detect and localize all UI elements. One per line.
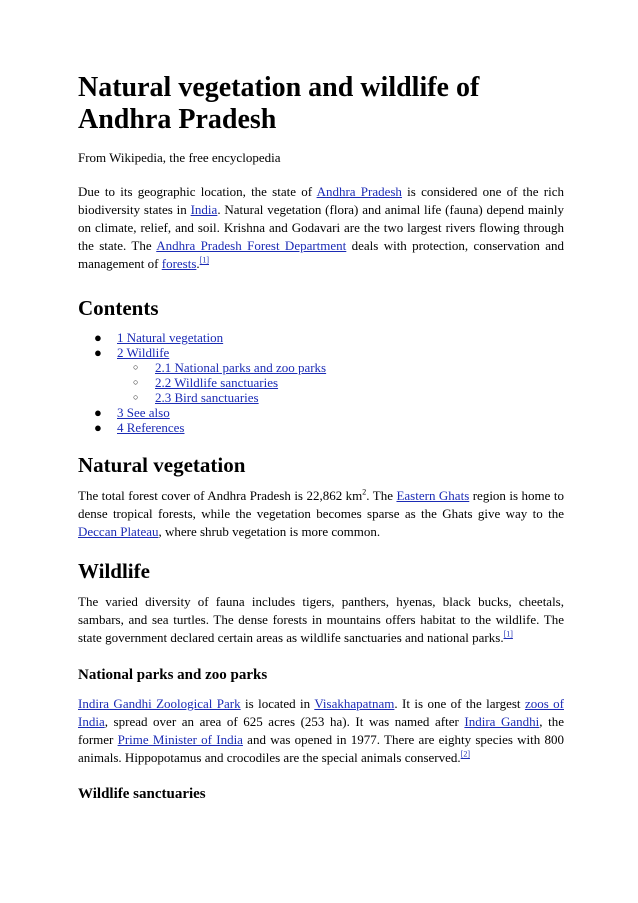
paragraph-text: and was opened in 1977. There are eighty species with 800 animals. Hippopotamus and crocodiles are the special animals conserved. (78, 732, 564, 765)
link-visakhapatnam[interactable]: Visakhapatnam (314, 696, 395, 711)
toc-link-bird-sanctuaries[interactable]: 2.3 Bird sanctuaries (155, 390, 259, 405)
link-indira-gandhi-zoological-park[interactable]: Indira Gandhi Zoological Park (78, 696, 241, 711)
toc-link-wildlife-sanctuaries[interactable]: 2.2 Wildlife sanctuaries (155, 375, 279, 390)
toc-item (78, 390, 564, 405)
link-prime-minister-of-india[interactable]: Prime Minister of India (117, 732, 243, 747)
paragraph-text: The total forest cover of Andhra Pradesh is 22,862 km (78, 488, 363, 503)
reference-link[interactable]: [2] (460, 749, 470, 759)
natural-vegetation-paragraph (78, 487, 564, 541)
bullet-icon: ● (94, 405, 102, 420)
section-heading-national-parks: National parks and zoo parks (78, 667, 268, 683)
paragraph-text: is located in (240, 696, 315, 711)
toc-item (78, 360, 564, 375)
intro-text: deals with protection, conservation and management of (78, 238, 564, 271)
paragraph-text: . It is one of the largest (394, 696, 525, 711)
circle-bullet-icon: ○ (133, 392, 139, 402)
toc-item (78, 330, 564, 345)
link-forest-department[interactable]: Andhra Pradesh Forest Department (156, 238, 347, 253)
paragraph-text: , spread over an area of 625 acres (253 ha). It was named after (104, 714, 465, 729)
paragraph-text: region is home to dense tropical forests, while the vegetation becomes sparse as the Ghats give way to the (78, 488, 564, 521)
reference-link[interactable]: [1] (199, 255, 209, 265)
intro-text: . Natural vegetation (flora) and animal life (fauna) depend mainly on climate, relief, and soil. Krishna and Godavari are the two largest rivers flowing through the state. The (78, 202, 564, 253)
toc-link-natural-vegetation[interactable]: 1 Natural vegetation (117, 330, 224, 345)
toc-item (78, 345, 564, 360)
bullet-icon: ● (94, 420, 102, 435)
toc-link-national-parks[interactable]: 2.1 National parks and zoo parks (155, 360, 327, 375)
section-heading-wildlife: Wildlife (78, 559, 150, 583)
link-zoos-of-india[interactable]: zoos of India (78, 696, 564, 729)
paragraph-text: , the former (78, 714, 565, 747)
toc-item (78, 405, 564, 420)
section-heading-natural-vegetation: Natural vegetation (78, 453, 246, 477)
circle-bullet-icon: ○ (133, 377, 139, 387)
link-deccan-plateau[interactable]: Deccan Plateau (78, 524, 159, 539)
section-heading-wildlife-sanctuaries: Wildlife sanctuaries (78, 786, 206, 802)
paragraph-text: , where shrub vegetation is more common. (158, 524, 381, 539)
circle-bullet-icon: ○ (133, 362, 139, 372)
toc-link-see-also[interactable]: 3 See also (117, 405, 170, 420)
paragraph-text: The varied diversity of fauna includes tigers, panthers, hyenas, black bucks, cheetals, sambars, and sea turtles. The dense forests in mountains offers habitat to the wildlife. The state government declared certain areas as wildlife sanctuaries and national parks. (78, 594, 564, 645)
toc-link-references[interactable]: 4 References (117, 420, 185, 435)
superscript: 2 (362, 487, 367, 497)
article (78, 72, 564, 803)
link-forests[interactable]: forests (161, 256, 197, 271)
page-title: Natural vegetation and wildlife of Andhra Pradesh (78, 72, 480, 135)
reference-link[interactable]: [1] (503, 629, 513, 639)
intro-text: Due to its geographic location, the state of (78, 184, 317, 199)
intro-paragraph (78, 183, 564, 273)
link-eastern-ghats[interactable]: Eastern Ghats (396, 488, 470, 503)
wildlife-paragraph (78, 593, 564, 647)
paragraph-text: . The (366, 488, 397, 503)
bullet-icon: ● (94, 345, 102, 360)
toc-item (78, 375, 564, 390)
link-india[interactable]: India (190, 202, 218, 217)
intro-text: . (196, 256, 200, 271)
link-andhra-pradesh[interactable]: Andhra Pradesh (316, 184, 402, 199)
toc-link-wildlife[interactable]: 2 Wildlife (117, 345, 170, 360)
tagline: From Wikipedia, the free encyclopedia (78, 150, 281, 165)
intro-text: is considered one of the rich biodiversity states in (78, 184, 564, 217)
national-parks-paragraph (78, 695, 564, 767)
contents-heading: Contents (78, 296, 159, 320)
table-of-contents (78, 330, 564, 435)
link-indira-gandhi[interactable]: Indira Gandhi (464, 714, 540, 729)
toc-item (78, 420, 564, 435)
bullet-icon: ● (94, 330, 102, 345)
